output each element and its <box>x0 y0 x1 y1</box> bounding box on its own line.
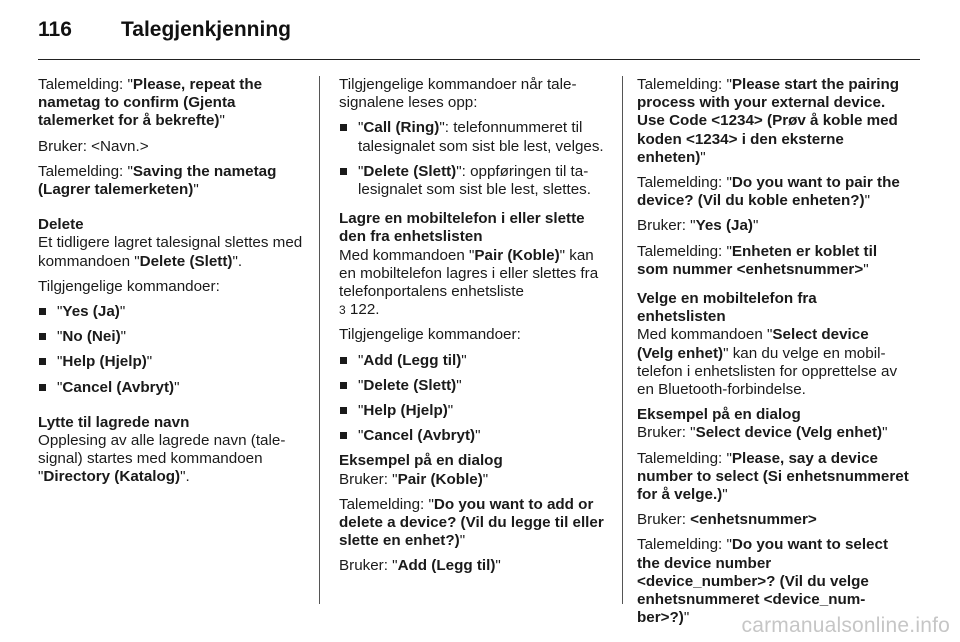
dialog-line: Bruker: <enhetsnummer> <box>637 511 817 529</box>
list-item: "Delete (Slett)": oppføringen til talesignalet som sist ble lest, slettes. <box>339 163 607 199</box>
column-divider-2 <box>622 76 623 604</box>
list-item: "Cancel (Avbryt)" <box>38 379 313 397</box>
dialog-line: Bruker: "Yes (Ja)" <box>637 217 759 235</box>
dialog-line: Bruker: "Pair (Koble)" <box>339 470 489 488</box>
dialog-line: Bruker: "Add (Legg til)" <box>339 557 501 575</box>
dialog-line: Talemelding: "Please start the pairing process with your external device. Use Code <1234> (Prøv å koble med koden <1234> i den eksterne enheten)" <box>637 76 900 166</box>
list-item: "Delete (Slett)" <box>339 377 607 395</box>
dialog-line: Talemelding: "Do you want to add or delete a device? (Vil du legge til eller slette en enhet?)" <box>339 495 604 550</box>
list-item: "No (Nei)" <box>38 328 313 346</box>
page-title: Talegjenkjenning <box>121 18 291 41</box>
list-item: "Help (Hjelp)" <box>339 402 607 420</box>
select-device-text: Med kommandoen "Select device (Velg enhet)" kan du velge en mobiltelefon i enhetslisten for opprettelse av en Bluetooth-forbindelse. <box>637 326 898 399</box>
watermark: carmanualsonline.info <box>741 614 950 637</box>
page-number: 116 <box>38 18 72 41</box>
select-device-heading: Velge en mobiltelefon fra enhetslisten <box>637 290 817 326</box>
header-rule <box>38 59 920 60</box>
available-commands-label: Tilgjengelige kommandoer: <box>339 326 521 344</box>
dialog-line: Talemelding: "Do you want to select the device number <device_number>? (Vil du velge enhetsnummeret <device_number>?)" <box>637 536 889 627</box>
example-heading: Eksempel på en dialog <box>637 406 801 424</box>
command-list-2 <box>339 352 607 446</box>
list-item: "Yes (Ja)" <box>38 303 313 321</box>
pair-section-heading: Lagre en mobiltelefon i eller slette den fra enhetslisten <box>339 210 585 246</box>
command-list-1 <box>38 303 313 397</box>
page-header <box>38 18 920 58</box>
user-name: Bruker: <Navn.> <box>38 137 149 155</box>
listen-text: Opplesing av alle lagrede navn (talesignal) startes med kommandoen "Directory (Katalog)". <box>38 432 286 486</box>
column-divider-1 <box>319 76 320 604</box>
page-ref-arrow-icon: 3 <box>339 303 346 318</box>
dialog-line: Talemelding: "Enheten er koblet til som nummer <enhetsnummer>" <box>637 242 878 278</box>
column-1 <box>38 76 313 494</box>
readout-commands-intro: Tilgjengelige kommandoer når talesignalene leses opp: <box>339 76 577 112</box>
delete-text: Et tidligere lagret talesignal slettes med kommandoen "Delete (Slett)". <box>38 234 303 270</box>
column-3 <box>637 76 909 634</box>
list-item: "Add (Legg til)" <box>339 352 607 370</box>
page-reference: 122. <box>349 301 380 319</box>
readout-command-list <box>339 119 607 199</box>
prompt-repeat-nametag: Talemelding: "Please, repeat the nametag to confirm (Gjenta talemerket for å bekrefte)" <box>38 76 263 130</box>
list-item: "Call (Ring)": telefonnummeret til talesignalet som sist ble lest, velges. <box>339 119 607 155</box>
dialog-line: Bruker: "Select device (Velg enhet)" <box>637 424 888 442</box>
listen-heading: Lytte til lagrede navn <box>38 413 190 431</box>
list-item: "Help (Hjelp)" <box>38 353 313 371</box>
example-heading: Eksempel på en dialog <box>339 452 503 470</box>
dialog-line: Talemelding: "Please, say a device number to select (Si enhetsnummeret for å velge.)" <box>637 449 909 504</box>
delete-heading: Delete <box>38 216 84 234</box>
column-2 <box>339 76 607 583</box>
available-commands-label: Tilgjengelige kommandoer: <box>38 277 220 295</box>
list-item: "Cancel (Avbryt)" <box>339 427 607 445</box>
pair-section-text: Med kommandoen "Pair (Koble)" kan en mobiltelefon lagres i eller slettes fra telefonportalens enhetsliste 3 122. <box>339 246 599 319</box>
prompt-saving-nametag: Talemelding: "Saving the nametag (Lagrer talemerketen)" <box>38 162 277 199</box>
dialog-line: Talemelding: "Do you want to pair the device? (Vil du koble enheten?)" <box>637 174 900 210</box>
